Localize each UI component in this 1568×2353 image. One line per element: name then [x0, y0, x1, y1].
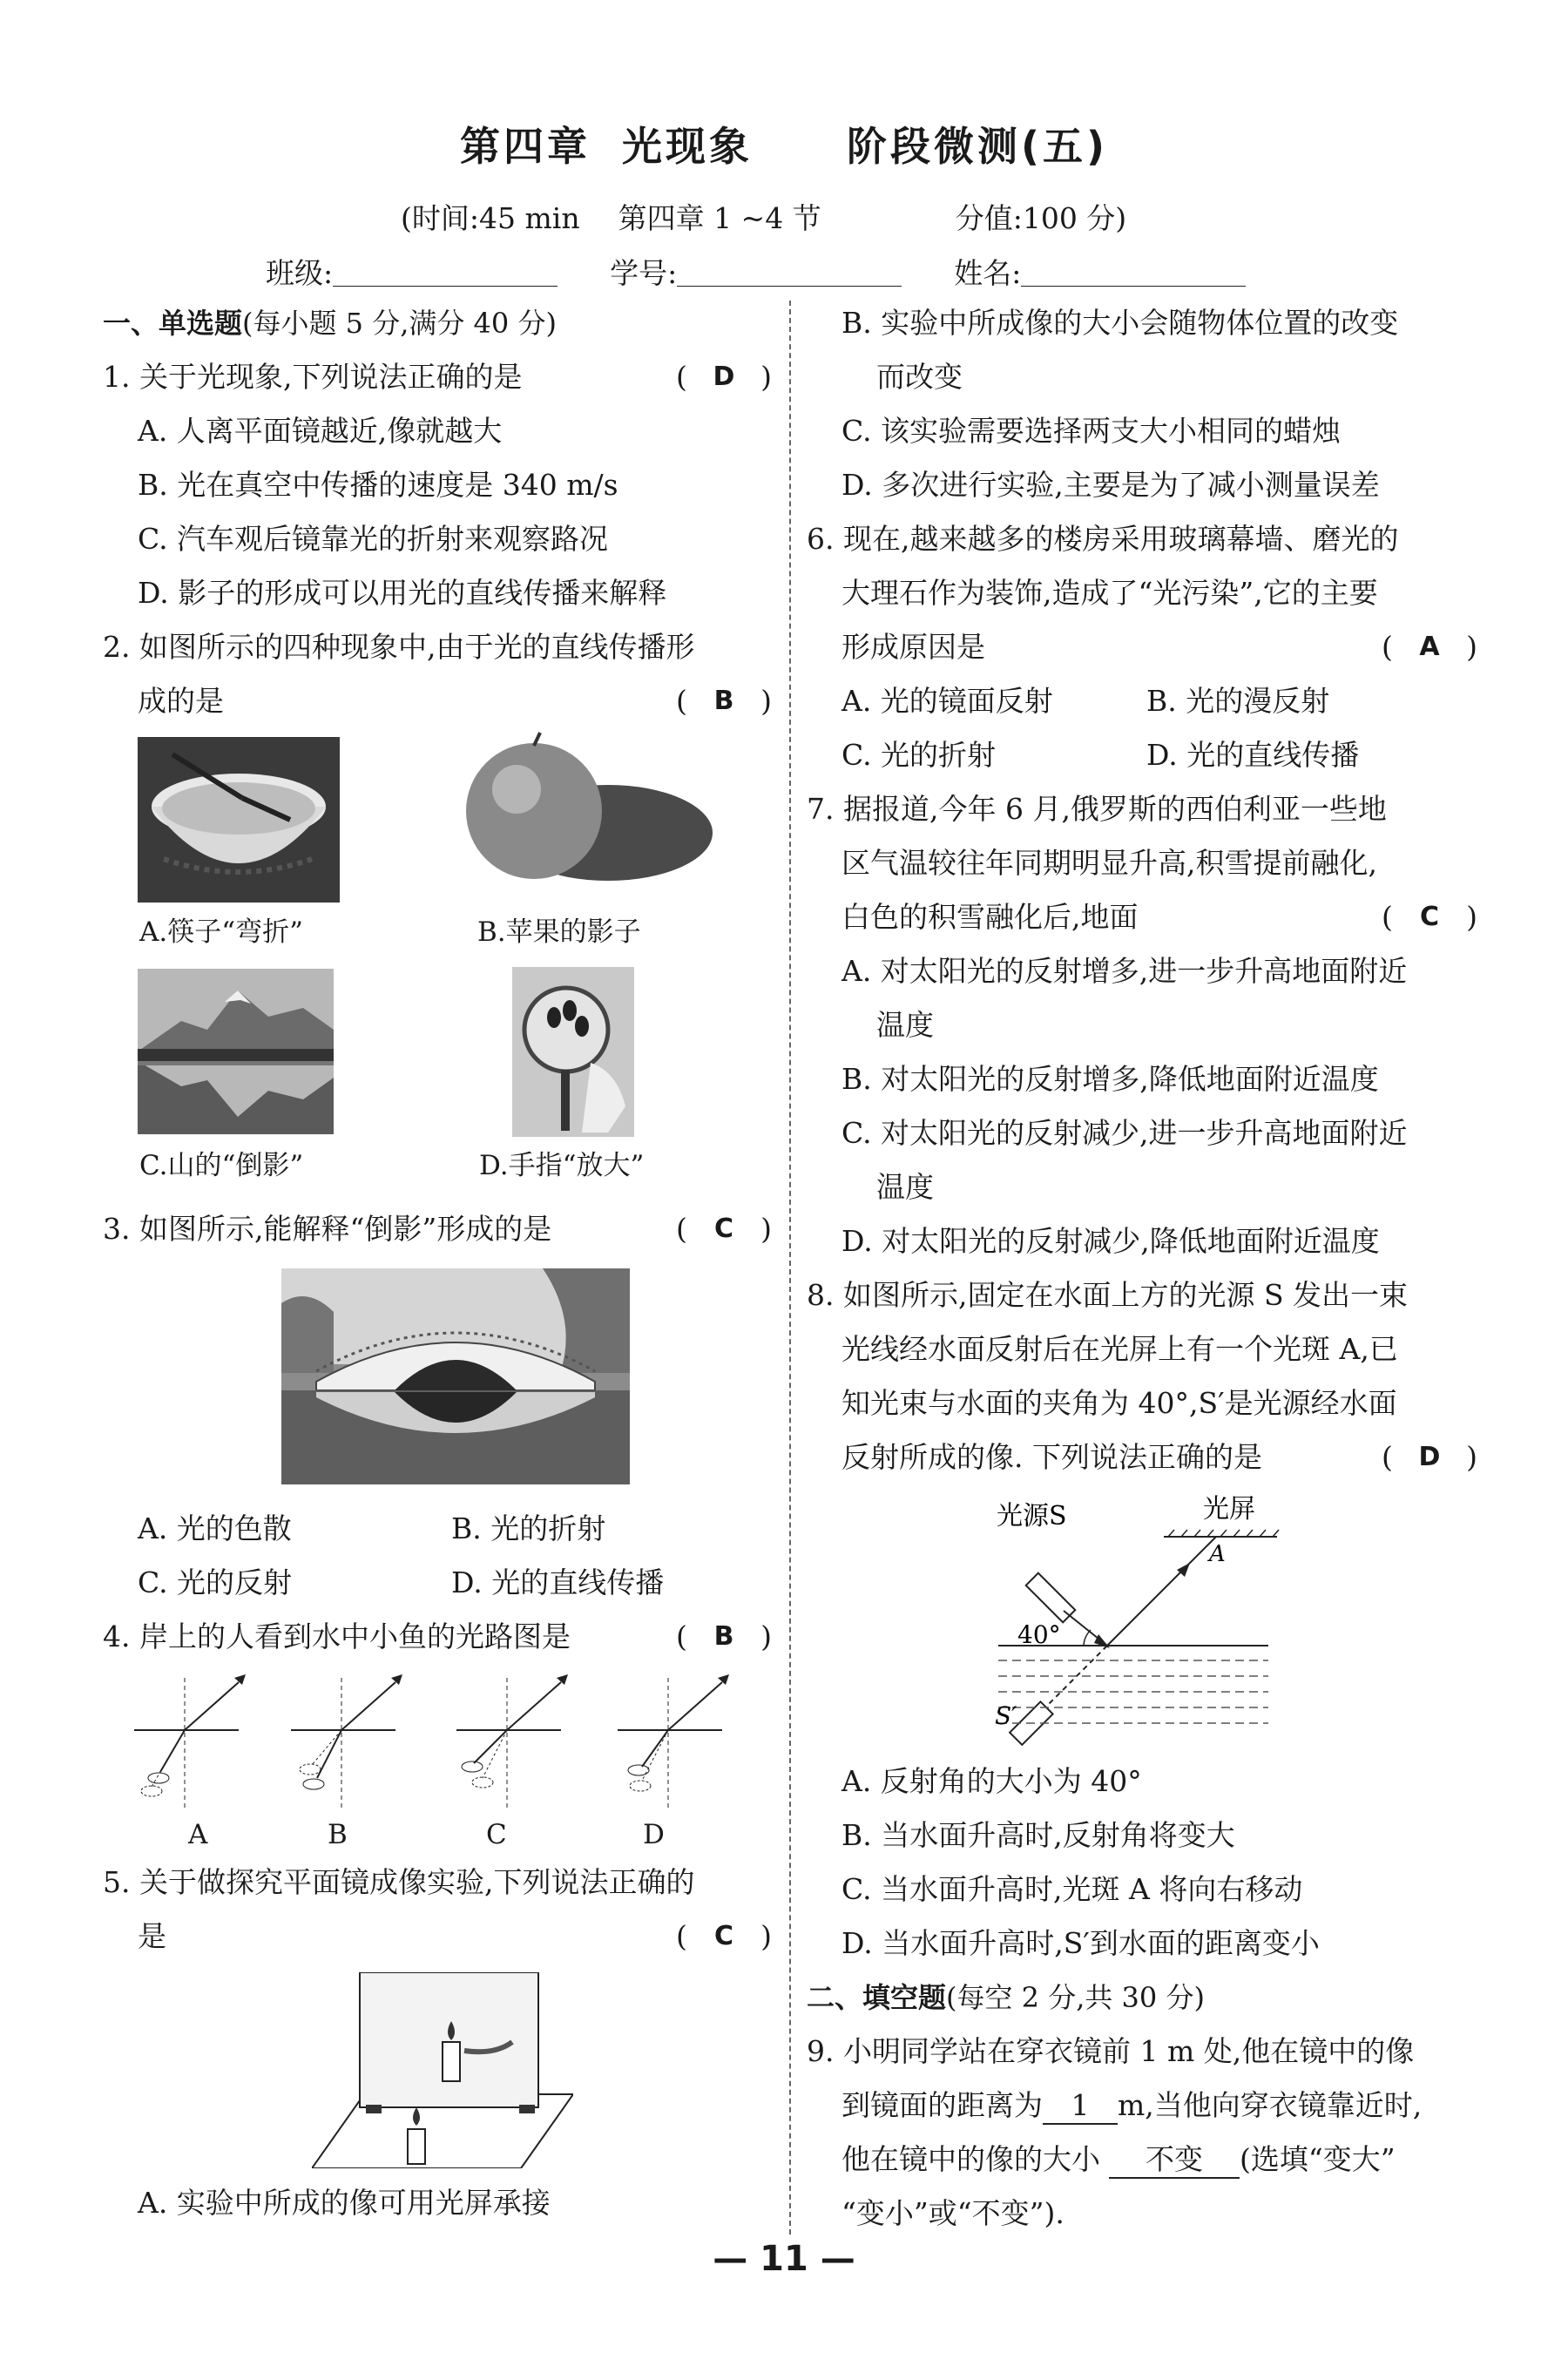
q5-option-b: B. 实验中所成像的大小会随物体位置的改变 — [841, 306, 1399, 340]
mountain-reflection-photo — [138, 969, 334, 1134]
q9-line4: “变小”或“不变”). — [841, 2196, 1064, 2230]
q7-option-c: C. 对太阳光的反射减少,进一步升高地面附近 — [841, 1116, 1408, 1150]
q3-answer: ( C ) — [676, 1212, 772, 1246]
q2-stem-cont: 成的是 ( B ) — [103, 674, 772, 728]
q6-stem-line3: 形成原因是 ( A ) — [807, 620, 1477, 674]
q3-figure — [103, 1256, 772, 1502]
image-s-prime-label: S′ — [995, 1701, 1017, 1730]
q7-option-a-cont: 温度 — [876, 1008, 934, 1042]
title-topic: 光现象 — [621, 123, 753, 170]
q3-options-row2 — [103, 1556, 772, 1610]
q4-stem: 4. 岸上的人看到水中小鱼的光路图是 ( B ) — [103, 1610, 772, 1664]
page-title — [0, 115, 1568, 172]
q8-option-c: C. 当水面升高时,光斑 A 将向右移动 — [841, 1872, 1303, 1906]
q1-stem: 1. 关于光现象,下列说法正确的是 ( D ) — [103, 350, 772, 404]
student-info — [266, 251, 1311, 292]
q1-answer: ( D ) — [676, 360, 772, 394]
screen-label: 光屏 — [1203, 1494, 1255, 1525]
q7-option-d: D. 对太阳光的反射减少,降低地面附近温度 — [841, 1224, 1380, 1258]
test-meta — [401, 196, 1165, 237]
column-divider — [789, 301, 791, 2235]
q7-stem-line2: 区气温较往年同期明显升高,积雪提前融化, — [841, 846, 1377, 880]
q6-stem: 6. 现在,越来越多的楼房采用玻璃幕墙、磨光的 — [807, 522, 1399, 556]
right-column — [807, 296, 1477, 2241]
q9-blank-2[interactable]: 不变 — [1109, 2142, 1240, 2179]
section-1-heading: 一、单选题(每小题 5 分,满分 40 分) — [103, 307, 557, 340]
q8-stem-line4: 反射所成的像. 下列说法正确的是 ( D ) — [807, 1430, 1477, 1484]
class-field[interactable] — [266, 251, 558, 292]
q3-options-row1 — [103, 1502, 772, 1556]
q4-answer: ( B ) — [676, 1619, 772, 1653]
q5-stem: 5. 关于做探究平面镜成像实验,下列说法正确的 — [103, 1865, 695, 1899]
q8-option-d: D. 当水面升高时,S′到水面的距离变小 — [841, 1926, 1320, 1960]
class-label: 班级: — [266, 256, 334, 290]
q9-stem: 9. 小明同学站在穿衣镜前 1 m 处,他在镜中的像 — [807, 2034, 1415, 2068]
q2-caption-a: A.筷子“弯折” — [139, 916, 303, 948]
spot-a-label: A — [1209, 1541, 1226, 1567]
q4-label-b: B — [328, 1819, 348, 1850]
q8-stem: 8. 如图所示,固定在水面上方的光源 S 发出一束 — [807, 1278, 1409, 1312]
number-field[interactable] — [610, 251, 902, 292]
q2-answer: ( B ) — [676, 684, 772, 718]
test-score: 分值:100 分) — [955, 201, 1127, 235]
q8-figure — [807, 1484, 1477, 1755]
q3-option-b: B. 光的折射 — [451, 1511, 606, 1545]
fish-light-path-diagrams — [134, 1669, 761, 1817]
test-time: (时间:45 min — [401, 201, 580, 235]
arch-bridge-photo — [281, 1268, 630, 1484]
q6-options-row2 — [807, 728, 1477, 782]
q6-stem-line2: 大理石作为装饰,造成了“光污染”,它的主要 — [841, 576, 1378, 610]
q5-stem-cont: 是 ( C ) — [103, 1910, 772, 1964]
q4-label-d: D — [643, 1819, 665, 1850]
q8-option-a: A. 反射角的大小为 40° — [841, 1764, 1142, 1798]
q5-option-b-cont: 而改变 — [876, 360, 963, 394]
q6-answer: ( A ) — [1382, 630, 1477, 664]
q7-answer: ( C ) — [1382, 900, 1477, 934]
magnifier-finger-photo — [512, 967, 634, 1137]
light-reflection-diagram — [981, 1493, 1312, 1746]
title-test: 阶段微测(五) — [846, 123, 1109, 170]
q3-option-c: C. 光的反射 — [138, 1565, 293, 1599]
mirror-candle-experiment — [312, 1972, 573, 2168]
q7-option-a: A. 对太阳光的反射增多,进一步升高地面附近 — [841, 954, 1408, 988]
q7-option-b: B. 对太阳光的反射增多,降低地面附近温度 — [841, 1062, 1379, 1096]
section-2-heading: 二、填空题(每空 2 分,共 30 分) — [807, 1981, 1205, 2014]
q5-option-c: C. 该实验需要选择两支大小相同的蜡烛 — [841, 414, 1342, 448]
q2-stem: 2. 如图所示的四种现象中,由于光的直线传播形 — [103, 630, 695, 664]
q2-caption-b: B.苹果的影子 — [477, 916, 641, 948]
q8-answer: ( D ) — [1382, 1440, 1477, 1474]
name-field[interactable] — [954, 251, 1246, 292]
q5-figure — [103, 1964, 772, 2176]
q5-option-d: D. 多次进行实验,主要是为了减小测量误差 — [841, 468, 1380, 502]
q4-label-a: A — [188, 1819, 208, 1850]
q6-option-c: C. 光的折射 — [841, 738, 997, 772]
q5-option-a: A. 实验中所成的像可用光屏承接 — [138, 2186, 551, 2220]
q7-stem: 7. 据报道,今年 6 月,俄罗斯的西伯利亚一些地 — [807, 792, 1387, 826]
q1-option-c: C. 汽车观后镜靠光的折射来观察路况 — [138, 522, 609, 556]
q2-caption-d: D.手指“放大” — [479, 1150, 645, 1181]
number-label: 学号: — [610, 256, 678, 290]
q1-option-d: D. 影子的形成可以用光的直线传播来解释 — [138, 576, 667, 610]
q1-option-b: B. 光在真空中传播的速度是 340 m/s — [138, 468, 618, 502]
light-source-label: 光源S — [997, 1501, 1067, 1531]
title-chapter: 第四章 — [459, 123, 591, 170]
q1-option-a: A. 人离平面镜越近,像就越大 — [138, 414, 503, 448]
q8-stem-line2: 光线经水面反射后在光屏上有一个光斑 A,已 — [841, 1332, 1398, 1366]
q6-options-row1 — [807, 674, 1477, 728]
q6-option-d: D. 光的直线传播 — [1146, 738, 1360, 772]
q8-stem-line3: 知光束与水面的夹角为 40°,S′是光源经水面 — [841, 1386, 1397, 1420]
q4-figures — [103, 1664, 772, 1856]
q2-caption-c: C.山的“倒影” — [139, 1150, 304, 1181]
q3-stem: 3. 如图所示,能解释“倒影”形成的是 ( C ) — [103, 1202, 772, 1256]
angle-label: 40° — [1017, 1620, 1061, 1649]
q8-option-b: B. 当水面升高时,反射角将变大 — [841, 1818, 1235, 1852]
name-label: 姓名: — [954, 256, 1022, 290]
q4-label-c: C — [486, 1819, 507, 1850]
q6-option-a: A. 光的镜面反射 — [841, 684, 1053, 718]
q2-figures-row2 — [103, 969, 772, 1202]
q2-figures-row1 — [103, 728, 772, 969]
test-scope: 第四章 1 ~4 节 — [618, 201, 821, 235]
q9-blank-1[interactable]: 1 — [1043, 2088, 1118, 2125]
q7-option-c-cont: 温度 — [876, 1170, 934, 1204]
q3-option-d: D. 光的直线传播 — [451, 1565, 665, 1599]
q6-option-b: B. 光的漫反射 — [1146, 684, 1330, 718]
left-column — [103, 296, 772, 2230]
q9-line2: 到镜面的距离为 1 m,当他向穿衣镜靠近时, — [807, 2079, 1477, 2133]
chopsticks-bowl-photo — [138, 737, 340, 903]
q3-option-a: A. 光的色散 — [138, 1511, 292, 1545]
page-number: — 11 — — [713, 2239, 855, 2279]
apple-shadow-photo — [434, 728, 713, 911]
q9-line3: 他在镜中的像的大小 不变 (选填“变大” — [807, 2133, 1477, 2187]
q5-answer: ( C ) — [676, 1919, 772, 1953]
q7-stem-line3: 白色的积雪融化后,地面 ( C ) — [807, 890, 1477, 944]
